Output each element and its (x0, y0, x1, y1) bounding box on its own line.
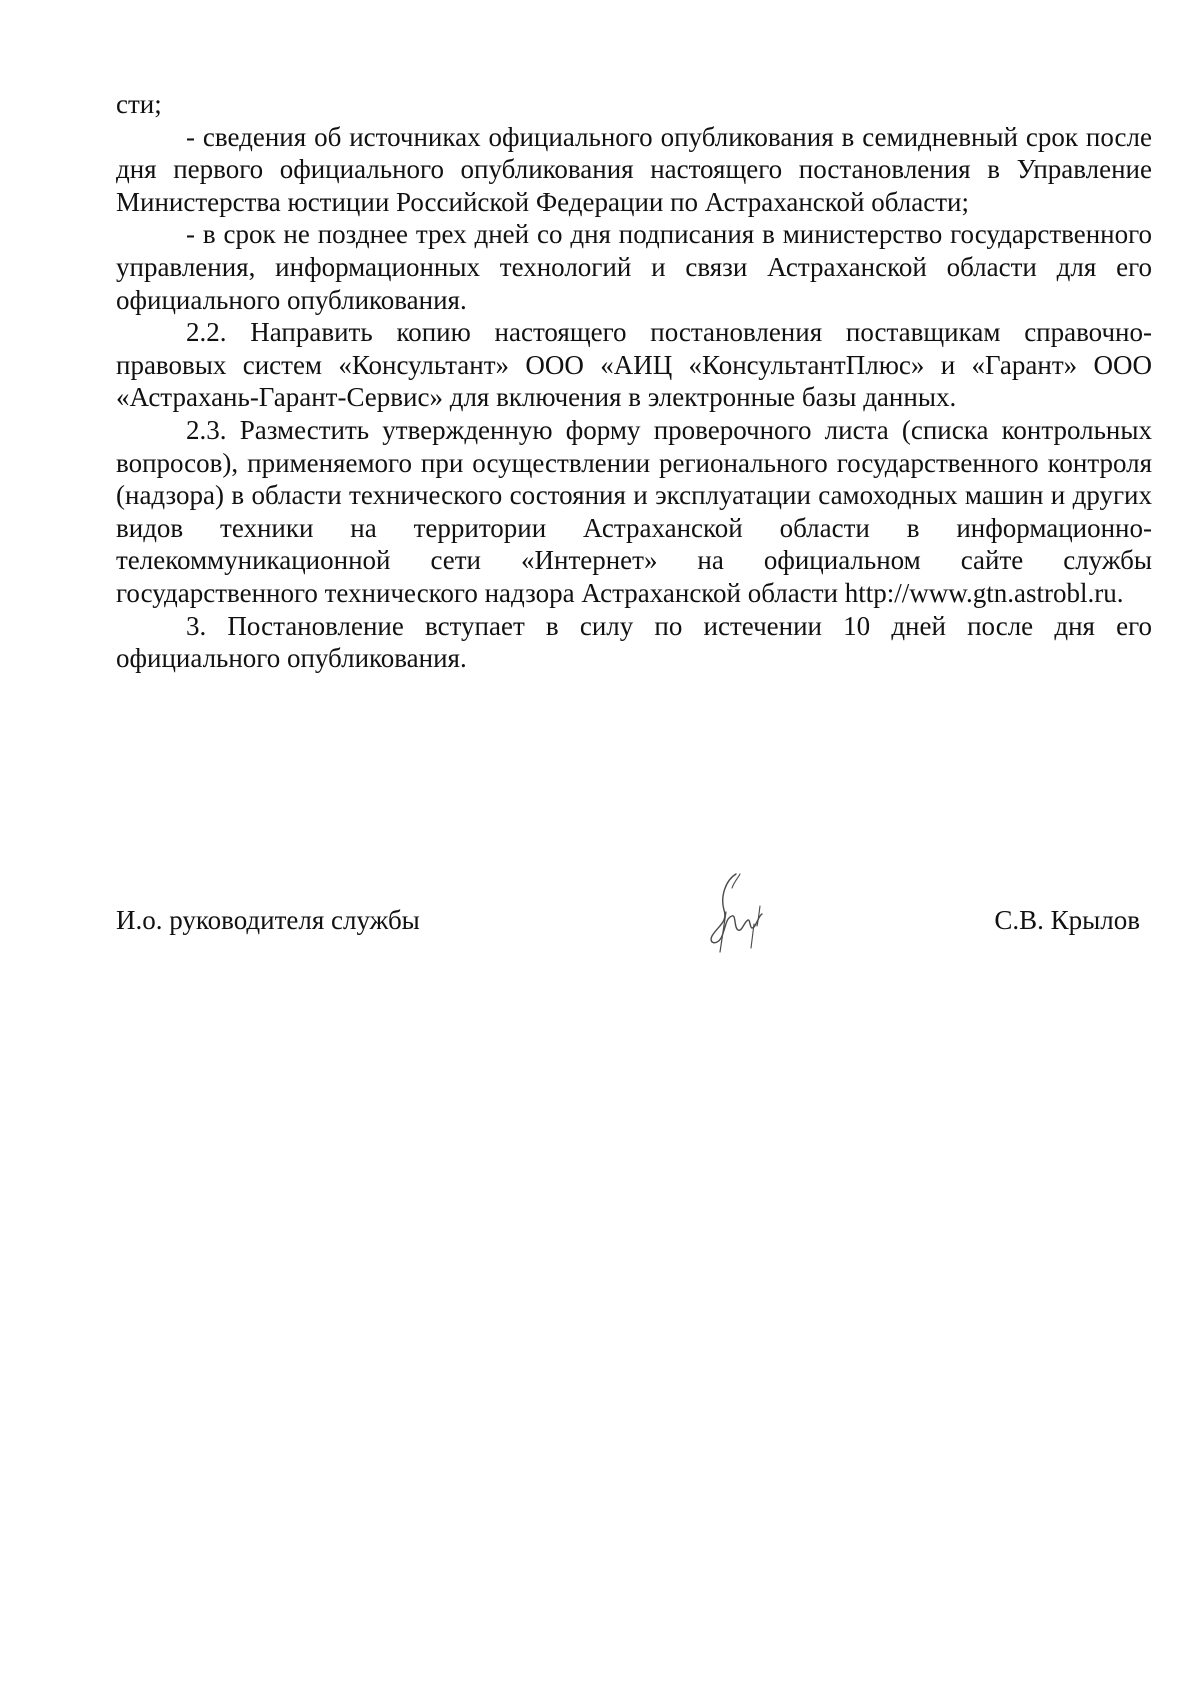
paragraph-2-2: 2.2. Направить копию настоящего постановления поставщикам справочно-правовых систем «Консультант» ООО «АИЦ «КонсультантПлюс» и «Гарант» ООО «Астрахань-Гарант-Сервис» для включения в электронные базы данных. (116, 317, 1152, 413)
paragraph-2-3: 2.3. Разместить утвержденную форму проверочного листа (списка контрольных вопросов), применяемого при осуществлении регионального государственного контроля (надзора) в области технического состояния и эксплуатации самоходных машин и других видов техники на территории Астраханской области в информационно-телекоммуникационной сети «Интернет» на официальном сайте службы государственного технического надзора Астраханской области http://www.gtn.astrobl.ru. (116, 414, 1152, 608)
signature-block (116, 896, 1140, 976)
document-body (116, 88, 1152, 675)
paragraph-publication-sources: - сведения об источниках официального опубликования в семидневный срок после дня первого официального опубликования настоящего постановления в Управление Министерства юстиции Российской Федерации по Астраханской области; (116, 121, 1152, 217)
paragraph-continuation: сти; (116, 89, 162, 119)
paragraph-publication-deadline: - в срок не позднее трех дней со дня подписания в министерство государственного управления, информационных технологий и связи Астраханской области для его официального опубликования. (116, 219, 1152, 315)
signatory-position: И.о. руководителя службы (116, 905, 420, 935)
handwritten-signature (696, 866, 776, 966)
signatory-name: С.В. Крылов (994, 905, 1140, 935)
paragraph-3: 3. Постановление вступает в силу по истечении 10 дней после дня его официального опубликования. (116, 610, 1152, 674)
